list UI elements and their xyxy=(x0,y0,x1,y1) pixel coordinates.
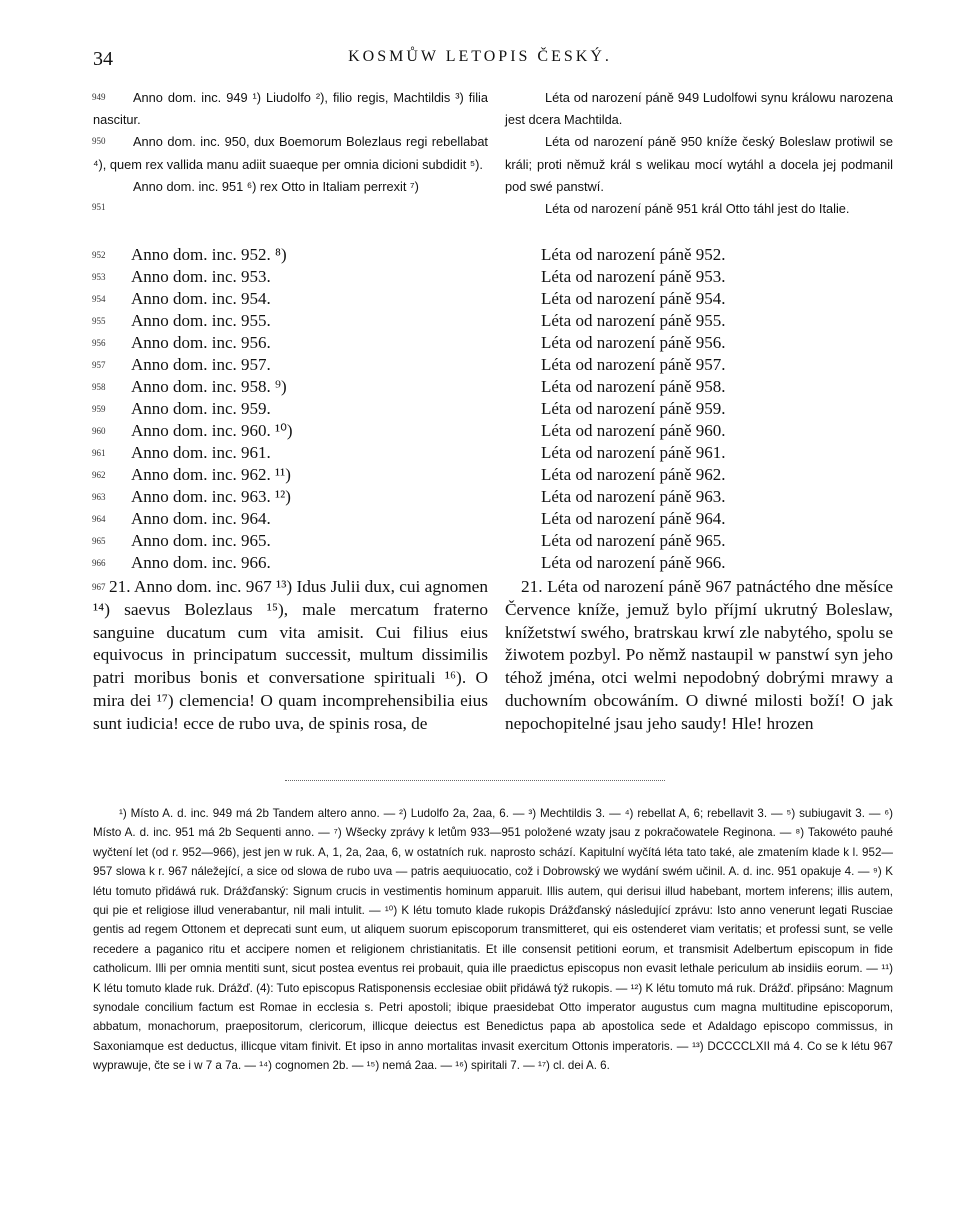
margin-year: 953 xyxy=(92,272,106,282)
latin-year-entry: Anno dom. inc. 953. xyxy=(131,267,271,286)
margin-year: 962 xyxy=(92,470,106,480)
margin-year: 958 xyxy=(92,382,106,392)
latin-year-entry: Anno dom. inc. 966. xyxy=(131,553,271,572)
latin-entry-950: Anno dom. inc. 950, dux Boemorum Bolezlaus regi rebellabat ⁴), quem rex vallida manu adiit suaeque per omnia dicioni subdidit ⁵). xyxy=(93,134,488,172)
margin-year: 950 xyxy=(92,136,106,146)
margin-year: 960 xyxy=(92,426,106,436)
latin-year-entry: Anno dom. inc. 957. xyxy=(131,355,271,374)
latin-column-prose xyxy=(93,87,488,198)
running-title: KOSMŮW LETOPIS ČESKÝ. xyxy=(348,48,612,65)
czech-year-entry: Léta od narození páně 956. xyxy=(541,333,726,352)
latin-paragraph-967: 21. Anno dom. inc. 967 ¹³) Idus Julii dux, cui agnomen ¹⁴) saevus Bolezlaus ¹⁵), male mercatum fraterno sanguine ducatum cum vita amisit. Cui filius eius equivocus in principatum successit, multum dissimilis patri moribus bonis et conversatione spirituali ¹⁶). O mira dei ¹⁷) clemencia! O quam incomprehensibilia eius sunt iudicia! ecce de rubo uva, de spinis rosa, de xyxy=(93,577,488,733)
czech-year-entry: Léta od narození páně 965. xyxy=(541,531,726,550)
footnote-separator xyxy=(285,780,665,781)
latin-year-entry: Anno dom. inc. 965. xyxy=(131,531,271,550)
czech-year-entry: Léta od narození páně 958. xyxy=(541,377,726,396)
margin-year: 955 xyxy=(92,316,106,326)
margin-year: 961 xyxy=(92,448,106,458)
czech-paragraph-967: 21. Léta od narození páně 967 patnáctého dne měsíce Července kníže, jemuž bylo příjmí ukrutný Boleslaw, knížetstwí swého, bratrskau krwí zle nabytého, spolu se žiwotem pozbyl. Po němž nastaupil w panstwí syn jeho téhož jména, otci welmi nepodobný dobrými mrawy a duchowním obcowáním. O diwné milosti boží! O jak nepochopitelné jsau jeho saudy! Hle! hrozen xyxy=(505,577,893,733)
latin-entry-949: Anno dom. inc. 949 ¹) Liudolfo ²), filio regis, Machtildis ³) filia nascitur. xyxy=(93,90,488,128)
latin-year-entry: Anno dom. inc. 964. xyxy=(131,509,271,528)
czech-year-entry: Léta od narození páně 964. xyxy=(541,509,726,528)
page-number: 34 xyxy=(93,48,113,70)
margin-year: 954 xyxy=(92,294,106,304)
margin-year: 964 xyxy=(92,514,106,524)
latin-year-entry: Anno dom. inc. 961. xyxy=(131,443,271,462)
page-header xyxy=(0,44,960,74)
margin-year: 949 xyxy=(92,92,106,102)
latin-year-entry: Anno dom. inc. 956. xyxy=(131,333,271,352)
czech-year-entry: Léta od narození páně 962. xyxy=(541,465,726,484)
margin-year: 957 xyxy=(92,360,106,370)
czech-entry-951: Léta od narození páně 951 král Otto táhl jest do Italie. xyxy=(545,201,850,217)
margin-year: 967 xyxy=(92,582,106,592)
margin-year: 959 xyxy=(92,404,106,414)
footnotes xyxy=(93,804,893,1076)
czech-entry-950: Léta od narození páně 950 kníže český Boleslaw protiwil se králi; proti němuž král s welikau mocí wytáhl a docela jej podmanil pod swé panstwí. xyxy=(505,134,893,194)
czech-entry-967 xyxy=(505,576,893,736)
latin-year-entry: Anno dom. inc. 954. xyxy=(131,289,271,308)
czech-year-entry: Léta od narození páně 952. xyxy=(541,245,726,264)
margin-year: 951 xyxy=(92,202,106,212)
czech-year-entry: Léta od narození páně 954. xyxy=(541,289,726,308)
latin-year-entry: Anno dom. inc. 960. ¹⁰) xyxy=(131,421,293,440)
latin-year-entry: Anno dom. inc. 955. xyxy=(131,311,271,330)
latin-year-entry: Anno dom. inc. 952. ⁸) xyxy=(131,245,287,264)
latin-year-entry: Anno dom. inc. 958. ⁹) xyxy=(131,377,287,396)
czech-entry-949: Léta od narození páně 949 Ludolfowi synu králowu narozena jest dcera Machtilda. xyxy=(505,90,893,128)
latin-year-entry: Anno dom. inc. 962. ¹¹) xyxy=(131,465,291,484)
latin-entry-967 xyxy=(93,576,488,736)
margin-year: 952 xyxy=(92,250,106,260)
czech-year-entry: Léta od narození páně 957. xyxy=(541,355,726,374)
czech-year-entry: Léta od narození páně 963. xyxy=(541,487,726,506)
czech-year-entry: Léta od narození páně 953. xyxy=(541,267,726,286)
czech-year-entry: Léta od narození páně 966. xyxy=(541,553,726,572)
margin-year: 956 xyxy=(92,338,106,348)
czech-year-entry: Léta od narození páně 959. xyxy=(541,399,726,418)
footnote-text: ¹) Místo A. d. inc. 949 má 2b Tandem altero anno. — ²) Ludolfo 2a, 2aa, 6. — ³) Mechtildis 3. — ⁴) rebellat A, 6; rebellavit 3. — ⁵) subiugavit 3. — ⁶) Místo A. d. inc. 951 má 2b Sequenti anno. — ⁷) Wšecky zprávy k letům 933—951 položené wzaty jsau z pokračowatele Reginona. — ⁸) Takowéto pauhé wyčtení let (od r. 952—966), jest jen w ruk. A, 1, 2a, 2aa, 6, w ostatních ruk. naprosto schází. Kapitulní wyčítá léta tato také, ale zmatením klade k l. 952—957 slowa k r. 967 náležející, a sice od slowa de rubo uva — patris aequiuocatio, což i Dobrowský we wydání swém učinil. A. d. inc. 951 opakuje 4. — ⁹) K létu tomuto přidáwá ruk. Drážďanský: Signum crucis in vestimentis hominum apparuit. Illis autem, qui derisui illud habebant, mortem inferens; illis autem, qui pie et religiose illud venerabantur, nil mali intulit. — ¹⁰) K létu tomuto klade rukopis Drážďanský následující zprávu: Isto anno venerunt legati Rusciae gentis ad regem Ottonem et deprecati sunt eum, ut aliquem suorum episcoporum transmitteret, qui eis ostenderet viam veritatis; et professi sunt, se velle recedere a paganico ritu et accipere nomen et religionem christianitatis. Et ille consensit petitioni eorum, et transmisit Adelbertum episcopum in fide catholicum. Illi per omnia mentiti sunt, sicut postea eventus rei probauit, quia ille praedictus episcopus non evasit lethale periculum ab insidiis eorum. — ¹¹) K létu tomuto klade ruk. Drážď. (4): Tuto episcopus Ratisponensis ecclesiae obiit přidáwá týž rukopis. — ¹²) K létu tomuto má ruk. Drážď. připsáno: Magnum synodale concilium factum est Romae in ecclesia s. Petri apostoli; ibique praesidebat Otto imperator augustus cum magna multitudine episcoporum, abbatum, monachorum, praepositorum, clericorum, illicque deiectus est Benedictus papa ab apostolica sede et Adaldago episcopo commissus, in Saxoniamque est deductus, illicque vitam finivit. Et ipso in anno mortalitas invasit exercitum Ottonis imperatoris. — ¹³) DCCCCLXII má 4. Co se k létu 967 wyprawuje, čte se i w 7 a 7a. — ¹⁴) cognomen 2b. — ¹⁵) nemá 2aa. — ¹⁶) spiritali 7. — ¹⁷) cl. dei A. 6. xyxy=(93,807,893,1073)
czech-column-prose xyxy=(505,87,893,220)
latin-year-entry: Anno dom. inc. 963. ¹²) xyxy=(131,487,291,506)
latin-year-entry: Anno dom. inc. 959. xyxy=(131,399,271,418)
margin-year: 963 xyxy=(92,492,106,502)
latin-entry-951: Anno dom. inc. 951 ⁶) rex Otto in Italiam perrexit ⁷) xyxy=(133,178,419,194)
czech-year-entry: Léta od narození páně 961. xyxy=(541,443,726,462)
margin-year: 965 xyxy=(92,536,106,546)
czech-year-entry: Léta od narození páně 955. xyxy=(541,311,726,330)
czech-year-entry: Léta od narození páně 960. xyxy=(541,421,726,440)
margin-year: 966 xyxy=(92,558,106,568)
